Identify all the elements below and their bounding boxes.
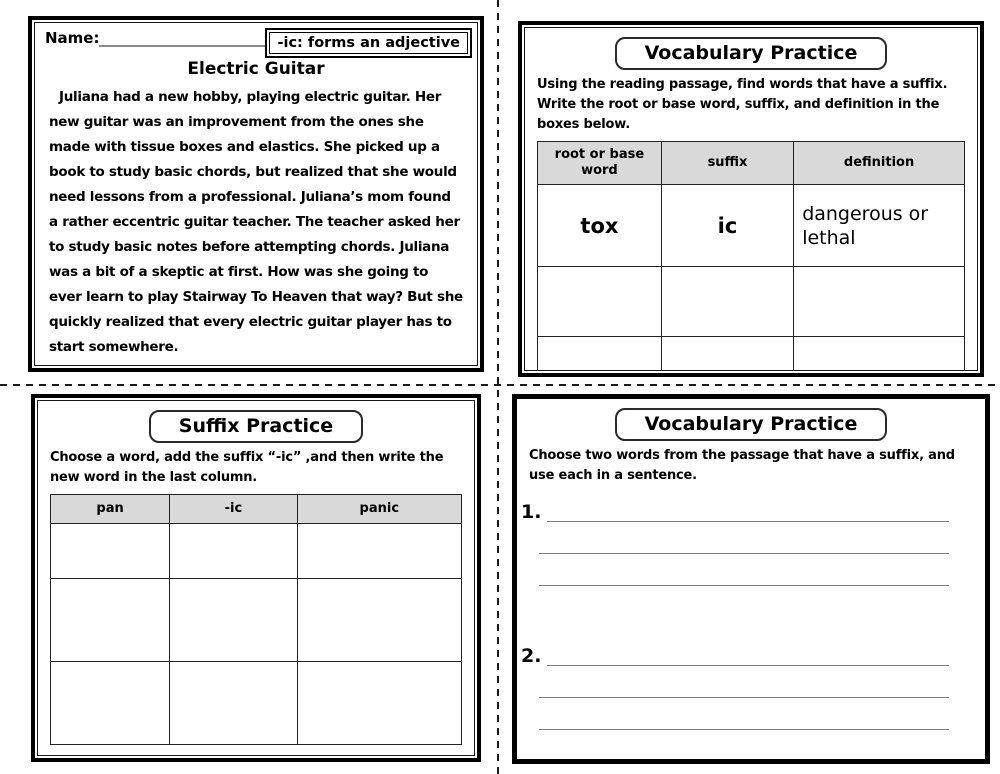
vocab-title-pill: Vocabulary Practice [615, 37, 888, 70]
vocab-header-root-word: root or base word [538, 142, 662, 185]
suffix-cell-empty [51, 662, 170, 745]
vocab-cell-suffix-empty [661, 267, 793, 337]
suffix-cell-empty [297, 524, 461, 579]
passage-text: Juliana had a new hobby, playing electric guitar. Her new guitar was an improvement from the ones she made with tissue boxes and elastics. She picked up a book to study basic chords, but realized that she would need lessons from a professional. Juliana’s mom found a rather eccentric guitar teacher. The teacher asked her to study basic notes before attempting chords. Juliana was a bit of a skeptic at first. How was she going to ever learn to play Stairway To Heaven that way? But she quickly realized that every electric guitar player has to start somewhere. [49, 89, 463, 355]
vocab-table-row [538, 185, 965, 267]
vocab-header-definition: definition [794, 142, 965, 185]
suffix-cell-empty [297, 579, 461, 662]
vocab-cell-definition-empty [794, 267, 965, 337]
passage-title: Electric Guitar [187, 59, 325, 79]
sentence-1-number: 1. [521, 501, 542, 523]
suffix-note-text: -ic: forms an adjective [269, 32, 468, 54]
suffix-practice-table [50, 494, 462, 745]
suffix-table-header-row [51, 495, 462, 524]
vocab-cell-definition: dangerous or lethal [794, 185, 965, 267]
suffix-cell-empty [51, 579, 170, 662]
vocab-cell-definition-empty [794, 337, 965, 372]
vocab-instructions: Using the reading passage, find words that have a suffix. Write the root or base word, suffix, and definition in the boxes below. [537, 77, 948, 132]
sentence-item-1 [521, 498, 973, 586]
vocab-table-row [538, 337, 965, 372]
sentence-title-pill: Vocabulary Practice [615, 408, 888, 441]
sentence-1-write-line [547, 497, 949, 522]
sentence-instructions: Choose two words from the passage that have a suffix, and use each in a sentence. [529, 448, 955, 483]
vocab-table-border [524, 27, 978, 371]
vocab-cell-root-word-empty [538, 337, 662, 372]
sentence-2-write-line [539, 666, 949, 698]
sentence-1-first-line-row [521, 498, 973, 523]
vocab-table [537, 141, 965, 371]
suffix-instructions: Choose a word, add the suffix “-ic” ,and then write the new word in the last column. [50, 450, 444, 485]
suffix-cell-empty [297, 662, 461, 745]
suffix-title-pill: Suffix Practice [149, 410, 363, 443]
suffix-cell-empty [170, 579, 297, 662]
suffix-practice-panel [31, 394, 481, 762]
vocab-cell-suffix: ic [661, 185, 793, 267]
suffix-table-row [51, 524, 462, 579]
name-label: Name: [45, 29, 100, 47]
sentence-practice-border [517, 399, 985, 759]
sentence-2-number: 2. [521, 645, 542, 667]
sentence-1-write-line [539, 522, 949, 554]
suffix-header-suffix: -ic [170, 495, 297, 524]
suffix-practice-border [37, 400, 475, 756]
suffix-table-row [51, 662, 462, 745]
vocab-header-suffix: suffix [661, 142, 793, 185]
reading-passage-panel [28, 16, 484, 372]
suffix-note-box [265, 28, 472, 58]
vocab-cell-suffix-empty [661, 337, 793, 372]
suffix-cell-empty [170, 662, 297, 745]
sentence-item-2 [521, 642, 973, 730]
sentence-1-write-line [539, 554, 949, 586]
suffix-cell-empty [51, 524, 170, 579]
vocab-table-panel [518, 21, 984, 377]
sentence-2-first-line-row [521, 642, 973, 667]
horizontal-cut-divider [0, 384, 1000, 386]
sentence-2-write-line [539, 698, 949, 730]
vocab-table-header-row [538, 142, 965, 185]
reading-passage-border [34, 22, 478, 366]
vertical-cut-divider [497, 0, 499, 774]
suffix-cell-empty [170, 524, 297, 579]
vocab-table-row [538, 267, 965, 337]
vocab-cell-root-word-empty [538, 267, 662, 337]
suffix-header-new-word: panic [297, 495, 461, 524]
suffix-header-word: pan [51, 495, 170, 524]
sentence-practice-panel [512, 394, 990, 764]
vocab-cell-root-word: tox [538, 185, 662, 267]
sentence-2-write-line [547, 641, 949, 666]
suffix-table-row [51, 579, 462, 662]
